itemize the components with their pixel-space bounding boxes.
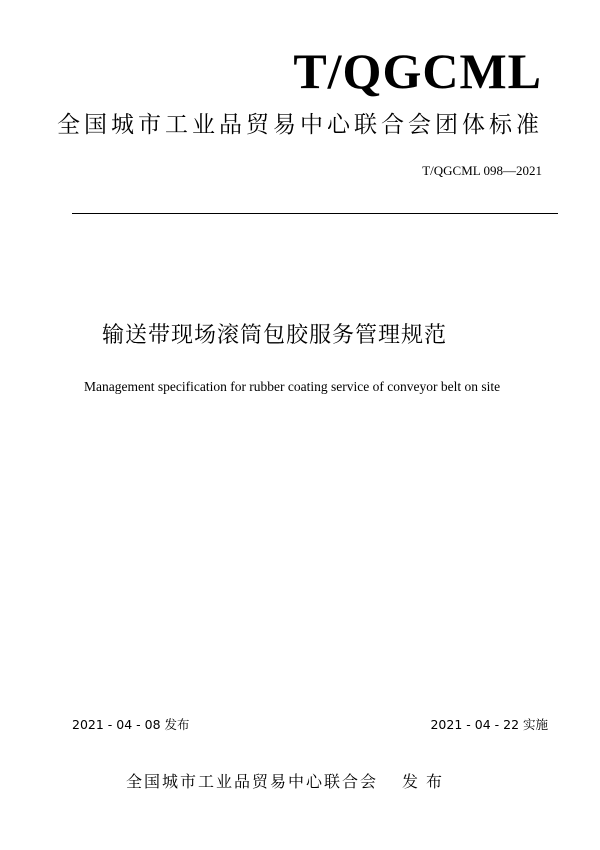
document-title-chinese: 输送带现场滚筒包胶服务管理规范 (102, 323, 448, 348)
standard-code: T/QGCML (293, 43, 542, 99)
issue-date: 2021 - 04 - 08 发布 (72, 717, 190, 732)
document-title-english: Management specification for rubber coating service of conveyor belt on site (84, 379, 501, 394)
organization-standard-heading: 全国城市工业品贸易中心联合会团体标准 (57, 112, 543, 138)
header-divider (72, 213, 558, 214)
implementation-date: 2021 - 04 - 22 实施 (430, 717, 548, 732)
standard-number: T/QGCML 098—2021 (422, 163, 542, 178)
issuer-name: 全国城市工业品贸易中心联合会 (126, 772, 379, 791)
publish-label: 发布 (402, 772, 451, 791)
issuer-line (126, 774, 450, 790)
